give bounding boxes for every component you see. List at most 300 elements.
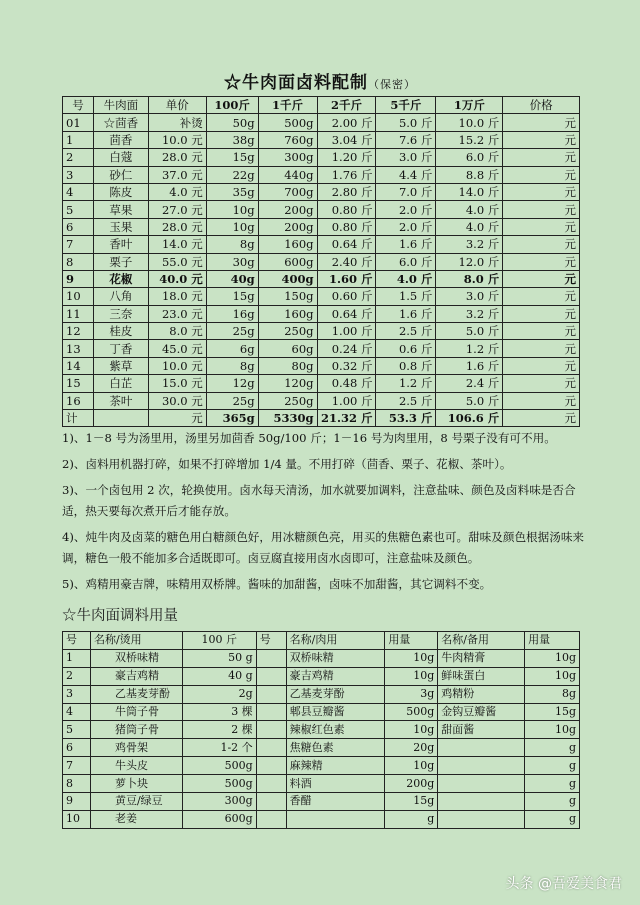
table-cell: 3.0 斤 — [376, 149, 436, 166]
table-cell: 2.80 斤 — [317, 183, 376, 200]
table-cell: 12.0 斤 — [436, 253, 503, 270]
note-paragraph: 5)、鸡精用豪吉牌，味精用双桥牌。酱味的加甜酱，卤味不加甜酱，其它调料不变。 — [62, 577, 492, 591]
table-cell: 8.8 斤 — [436, 166, 503, 183]
table-cell: 106.6 斤 — [436, 410, 503, 427]
table-cell: 2g — [182, 685, 256, 703]
table-header-row — [63, 97, 580, 114]
table-cell: 萝卜块 — [90, 775, 182, 793]
table-cell: 8 — [63, 253, 94, 270]
table-cell: 元 — [503, 149, 580, 166]
table-cell: 3g — [385, 685, 438, 703]
table-row — [63, 721, 580, 739]
table-cell: 1.6 斤 — [376, 236, 436, 253]
table-cell: 5.0 斤 — [436, 392, 503, 409]
table-cell: 郫县豆瓣酱 — [286, 703, 385, 721]
table-cell: 3.2 斤 — [436, 305, 503, 322]
table-cell: 1.60 斤 — [317, 270, 376, 287]
table-cell: 2.00 斤 — [317, 114, 376, 131]
table-row — [63, 218, 580, 235]
table-cell: 1.20 斤 — [317, 149, 376, 166]
table-row — [63, 793, 580, 811]
table-cell: 紫草 — [93, 357, 148, 374]
table-cell: 8.0 斤 — [436, 270, 503, 287]
table-cell: 15g — [385, 793, 438, 811]
table-cell — [256, 721, 286, 739]
header-cell: 牛肉面 — [93, 97, 148, 114]
table-cell: 0.80 斤 — [317, 218, 376, 235]
table-cell: 0.32 斤 — [317, 357, 376, 374]
table-cell: 3 — [63, 166, 94, 183]
table-cell: 15g — [206, 149, 258, 166]
table-cell: 豪吉鸡精 — [286, 667, 385, 685]
seasoning-table — [62, 631, 580, 829]
table-cell: 元 — [148, 410, 206, 427]
table-cell: 元 — [503, 340, 580, 357]
table-cell: 3 棵 — [182, 703, 256, 721]
table-cell: 15 — [63, 375, 94, 392]
table-cell: 乙基麦芽酚 — [286, 685, 385, 703]
table-cell: 10g — [525, 721, 580, 739]
table-cell: 760g — [258, 131, 317, 148]
table-row — [63, 375, 580, 392]
table-cell: 4.0 斤 — [436, 201, 503, 218]
table-cell: 11 — [63, 305, 94, 322]
table-cell: 10g — [385, 721, 438, 739]
table-row — [63, 649, 580, 667]
table-cell: 1-2 个 — [182, 739, 256, 757]
table-header-row — [63, 632, 580, 650]
table-cell: 10g — [206, 201, 258, 218]
table-cell: 香醋 — [286, 793, 385, 811]
header-cell: 用量 — [525, 632, 580, 650]
table-cell: g — [525, 793, 580, 811]
header-cell: 单价 — [148, 97, 206, 114]
note-paragraph: 2)、卤料用机器打碎，如果不打碎增加 1/4 量。不用打碎（茴香、栗子、花椒、茶叶）。 — [62, 457, 512, 471]
table-row — [63, 183, 580, 200]
table-cell — [438, 757, 525, 775]
table-cell: 元 — [503, 114, 580, 131]
table-cell: 3.0 斤 — [436, 288, 503, 305]
table-row — [63, 392, 580, 409]
table-cell: 5330g — [258, 410, 317, 427]
table-cell — [438, 775, 525, 793]
table-cell: 料酒 — [286, 775, 385, 793]
table-cell: 200g — [258, 218, 317, 235]
table-cell: 4.4 斤 — [376, 166, 436, 183]
table-cell: 2.5 斤 — [376, 323, 436, 340]
header-cell: 号 — [63, 632, 91, 650]
table-cell: 440g — [258, 166, 317, 183]
table-row — [63, 323, 580, 340]
table-cell: 9 — [63, 270, 94, 287]
title-text: ☆牛肉面卤料配制 — [224, 73, 368, 93]
table-row — [63, 270, 580, 287]
table-cell: 37.0 元 — [148, 166, 206, 183]
table-cell: 200g — [258, 201, 317, 218]
table-cell: 白蔻 — [93, 149, 148, 166]
table-cell — [256, 757, 286, 775]
table-cell: 500g — [182, 775, 256, 793]
table-cell: 160g — [258, 305, 317, 322]
table-cell: 10g — [525, 649, 580, 667]
table-cell: 1 — [63, 131, 94, 148]
table-cell: 元 — [503, 392, 580, 409]
table-cell: 元 — [503, 323, 580, 340]
table-cell: 6g — [206, 340, 258, 357]
table-cell: 8g — [206, 357, 258, 374]
title-note: （保密） — [368, 78, 416, 91]
table-cell: 10g — [385, 757, 438, 775]
table-cell: 4 — [63, 703, 91, 721]
table-cell: 1.2 斤 — [436, 340, 503, 357]
table-cell: 牛筒子骨 — [90, 703, 182, 721]
table-cell: 陈皮 — [93, 183, 148, 200]
table-cell: 元 — [503, 270, 580, 287]
table-cell: 55.0 元 — [148, 253, 206, 270]
table-cell: 元 — [503, 131, 580, 148]
table-cell: 8.0 元 — [148, 323, 206, 340]
table-cell: 茶叶 — [93, 392, 148, 409]
table-cell: 砂仁 — [93, 166, 148, 183]
table-cell: 500g — [385, 703, 438, 721]
table-cell: 15.2 斤 — [436, 131, 503, 148]
table-cell: 元 — [503, 201, 580, 218]
table-row — [63, 166, 580, 183]
table-row — [63, 236, 580, 253]
table-cell: 50g — [206, 114, 258, 131]
header-cell: 名称/备用 — [438, 632, 525, 650]
table-cell: 6.0 斤 — [376, 253, 436, 270]
table-row — [63, 739, 580, 757]
table-cell — [93, 410, 148, 427]
table-cell — [438, 793, 525, 811]
note-paragraph: 3)、一个卤包用 2 次，轮换使用。卤水每天清汤，加水就要加调料，注意盐味、颜色及卤料味是否合适，热天要每次煮开后才能存放。 — [62, 483, 576, 518]
table-cell: 40g — [206, 270, 258, 287]
header-cell: 1万斤 — [436, 97, 503, 114]
table-cell: 1.2 斤 — [376, 375, 436, 392]
table-cell: 鸡骨架 — [90, 739, 182, 757]
table-cell: 6.0 斤 — [436, 149, 503, 166]
table-row — [63, 114, 580, 131]
header-cell: 5千斤 — [376, 97, 436, 114]
table-cell: 4.0 斤 — [376, 270, 436, 287]
table-cell: 12g — [206, 375, 258, 392]
table-cell: 15.0 元 — [148, 375, 206, 392]
table-cell: 牛头皮 — [90, 757, 182, 775]
table-cell: 14.0 斤 — [436, 183, 503, 200]
table-row — [63, 775, 580, 793]
table-row — [63, 357, 580, 374]
table-cell — [256, 703, 286, 721]
table-cell: 0.6 斤 — [376, 340, 436, 357]
table-cell: 40 g — [182, 667, 256, 685]
table-row — [63, 131, 580, 148]
table-cell: 7.0 斤 — [376, 183, 436, 200]
table-cell: 元 — [503, 305, 580, 322]
table-cell: 元 — [503, 236, 580, 253]
table-cell: 双桥味精 — [286, 649, 385, 667]
table-cell: g — [525, 810, 580, 828]
table-cell: 老姜 — [90, 810, 182, 828]
table-cell: 1.76 斤 — [317, 166, 376, 183]
table-cell: 16g — [206, 305, 258, 322]
table-row — [63, 703, 580, 721]
table-cell: 1.6 斤 — [436, 357, 503, 374]
table-cell: 15g — [206, 288, 258, 305]
table-cell: 乙基麦芽酚 — [90, 685, 182, 703]
table-cell: 23.0 元 — [148, 305, 206, 322]
table-cell: 150g — [258, 288, 317, 305]
table-cell: 0.60 斤 — [317, 288, 376, 305]
note-paragraph: 4)、炖牛肉及卤菜的糖色用白糖颜色好，用冰糖颜色亮，用买的焦糖色素也可。甜味及颜色根据汤味来调，糖色一般不能加多合适既即可。卤豆腐直接用卤水卤即可，注意盐味及颜色。 — [62, 530, 585, 565]
table-cell: 栗子 — [93, 253, 148, 270]
table-cell: 5.0 斤 — [376, 114, 436, 131]
table-cell: 28.0 元 — [148, 218, 206, 235]
watermark: 头条 @吾爱美食君 — [505, 876, 622, 892]
table-cell: 365g — [206, 410, 258, 427]
table-cell: 补烫 — [148, 114, 206, 131]
spice-formula-table — [62, 96, 580, 427]
table-cell: 1 — [63, 649, 91, 667]
table-cell: 3.2 斤 — [436, 236, 503, 253]
table-cell — [256, 793, 286, 811]
table-cell: 豪吉鸡精 — [90, 667, 182, 685]
table-cell: 5 — [63, 201, 94, 218]
table-cell: 八角 — [93, 288, 148, 305]
table-cell: 38g — [206, 131, 258, 148]
table-cell: 白芷 — [93, 375, 148, 392]
table-cell: 1.5 斤 — [376, 288, 436, 305]
table-cell: 8g — [206, 236, 258, 253]
table-cell: 18.0 元 — [148, 288, 206, 305]
table-cell: 40.0 元 — [148, 270, 206, 287]
table-cell: 8 — [63, 775, 91, 793]
table-cell: 4.0 元 — [148, 183, 206, 200]
table-cell: 120g — [258, 375, 317, 392]
table-cell: g — [525, 739, 580, 757]
table-cell: 2 — [63, 667, 91, 685]
table-cell: 猪筒子骨 — [90, 721, 182, 739]
table-cell: 元 — [503, 253, 580, 270]
table-cell: 0.64 斤 — [317, 305, 376, 322]
table-cell — [256, 667, 286, 685]
table-cell: 2.4 斤 — [436, 375, 503, 392]
table-cell: 28.0 元 — [148, 149, 206, 166]
table-cell: 500g — [182, 757, 256, 775]
table-cell — [256, 685, 286, 703]
table-cell: 黄豆/绿豆 — [90, 793, 182, 811]
table-cell: 4 — [63, 183, 94, 200]
table-cell: 10g — [385, 649, 438, 667]
table-cell: 27.0 元 — [148, 201, 206, 218]
table-cell: 元 — [503, 166, 580, 183]
table-cell: 2.0 斤 — [376, 201, 436, 218]
table-cell: 2.0 斤 — [376, 218, 436, 235]
table-cell: 160g — [258, 236, 317, 253]
table-cell: 0.64 斤 — [317, 236, 376, 253]
table-cell: 12 — [63, 323, 94, 340]
table-cell: 14 — [63, 357, 94, 374]
table-cell: 鲜味蛋白 — [438, 667, 525, 685]
table-row — [63, 253, 580, 270]
header-cell: 100 斤 — [182, 632, 256, 650]
table-cell: 35g — [206, 183, 258, 200]
table-cell: 0.48 斤 — [317, 375, 376, 392]
table-cell — [256, 739, 286, 757]
table-cell: 16 — [63, 392, 94, 409]
table-cell: 10.0 斤 — [436, 114, 503, 131]
table-row — [63, 667, 580, 685]
table-cell: 麻辣精 — [286, 757, 385, 775]
header-cell: 价格 — [503, 97, 580, 114]
table-cell: 5 — [63, 721, 91, 739]
header-cell: 名称/肉用 — [286, 632, 385, 650]
table-cell: g — [525, 757, 580, 775]
table-cell: 3.04 斤 — [317, 131, 376, 148]
table-cell: 0.8 斤 — [376, 357, 436, 374]
table-cell: 三奈 — [93, 305, 148, 322]
table-cell: 10g — [525, 667, 580, 685]
table-cell: 鸡精粉 — [438, 685, 525, 703]
table-cell: 13 — [63, 340, 94, 357]
table-cell: 元 — [503, 375, 580, 392]
table-cell: 10.0 元 — [148, 357, 206, 374]
table-cell: 50 g — [182, 649, 256, 667]
table-cell: 14.0 元 — [148, 236, 206, 253]
header-cell: 名称/烫用 — [90, 632, 182, 650]
table-cell: 53.3 斤 — [376, 410, 436, 427]
table-cell: 200g — [385, 775, 438, 793]
table-cell: 2.5 斤 — [376, 392, 436, 409]
table-row — [63, 149, 580, 166]
table-cell: 1.6 斤 — [376, 305, 436, 322]
table-cell: 60g — [258, 340, 317, 357]
table-cell — [256, 775, 286, 793]
table-row — [63, 685, 580, 703]
table-cell: 焦糖色素 — [286, 739, 385, 757]
table-cell: 2 棵 — [182, 721, 256, 739]
table-cell: 金钩豆瓣酱 — [438, 703, 525, 721]
table-cell: 25g — [206, 323, 258, 340]
table-cell: 500g — [258, 114, 317, 131]
table-cell: 600g — [258, 253, 317, 270]
table-cell: 250g — [258, 392, 317, 409]
table-cell: 7.6 斤 — [376, 131, 436, 148]
table-cell: 桂皮 — [93, 323, 148, 340]
table-cell: 辣椒红色素 — [286, 721, 385, 739]
table-cell: 元 — [503, 410, 580, 427]
table-cell: 玉果 — [93, 218, 148, 235]
table-cell — [438, 810, 525, 828]
table-cell: 牛肉精膏 — [438, 649, 525, 667]
table-cell: 22g — [206, 166, 258, 183]
table-cell — [286, 810, 385, 828]
table-cell: 700g — [258, 183, 317, 200]
table-row — [63, 305, 580, 322]
table-cell: 1.00 斤 — [317, 392, 376, 409]
table-cell: 30.0 元 — [148, 392, 206, 409]
table-row — [63, 410, 580, 427]
table-cell: 5.0 斤 — [436, 323, 503, 340]
table-cell: 10 — [63, 810, 91, 828]
table-cell: 2.40 斤 — [317, 253, 376, 270]
table-cell: 300g — [182, 793, 256, 811]
table-cell: 25g — [206, 392, 258, 409]
table-cell: 10.0 元 — [148, 131, 206, 148]
table-cell: 双桥味精 — [90, 649, 182, 667]
table-cell: 元 — [503, 183, 580, 200]
table-cell: 甜面酱 — [438, 721, 525, 739]
table-cell: g — [385, 810, 438, 828]
table-cell: 花椒 — [93, 270, 148, 287]
table-cell: 元 — [503, 218, 580, 235]
table-cell: 0.80 斤 — [317, 201, 376, 218]
header-cell: 100斤 — [206, 97, 258, 114]
table-cell: 30g — [206, 253, 258, 270]
table-row — [63, 288, 580, 305]
table-cell: 01 — [63, 114, 94, 131]
table-cell: 400g — [258, 270, 317, 287]
table-cell: 元 — [503, 288, 580, 305]
header-cell: 1千斤 — [258, 97, 317, 114]
table-cell: g — [525, 775, 580, 793]
header-cell: 2千斤 — [317, 97, 376, 114]
section-title: ☆牛肉面调料用量 — [62, 608, 178, 624]
table-cell — [438, 739, 525, 757]
table-cell: 45.0 元 — [148, 340, 206, 357]
table-row — [63, 201, 580, 218]
table-cell: 250g — [258, 323, 317, 340]
table-cell: 茴香 — [93, 131, 148, 148]
table-cell: 香叶 — [93, 236, 148, 253]
table-cell: 20g — [385, 739, 438, 757]
table-cell: 21.32 斤 — [317, 410, 376, 427]
table-row — [63, 340, 580, 357]
table-cell: 8g — [525, 685, 580, 703]
header-cell: 号 — [256, 632, 286, 650]
header-cell: 用量 — [385, 632, 438, 650]
header-cell: 号 — [63, 97, 94, 114]
table-cell: 300g — [258, 149, 317, 166]
table-cell: 10 — [63, 288, 94, 305]
table-cell: 元 — [503, 357, 580, 374]
table-cell: 7 — [63, 757, 91, 775]
table-cell: 丁香 — [93, 340, 148, 357]
table-cell: 4.0 斤 — [436, 218, 503, 235]
table-cell: 1.00 斤 — [317, 323, 376, 340]
table-cell: 9 — [63, 793, 91, 811]
table-cell: 3 — [63, 685, 91, 703]
table-cell: 草果 — [93, 201, 148, 218]
table-cell — [256, 649, 286, 667]
table-cell — [256, 810, 286, 828]
table-cell: 15g — [525, 703, 580, 721]
table-cell: 7 — [63, 236, 94, 253]
table-cell: 2 — [63, 149, 94, 166]
table-cell: 10g — [385, 667, 438, 685]
table-cell: 0.24 斤 — [317, 340, 376, 357]
table-cell: 10g — [206, 218, 258, 235]
table-row — [63, 757, 580, 775]
table-cell: 6 — [63, 739, 91, 757]
table-cell: 计 — [63, 410, 94, 427]
table-cell: 600g — [182, 810, 256, 828]
note-paragraph: 1)、1－8 号为汤里用，汤里另加茴香 50g/100 斤；1－16 号为肉里用，8 号栗子没有可不用。 — [62, 431, 556, 445]
notes-section — [62, 428, 587, 600]
page-title — [0, 68, 640, 93]
table-row — [63, 810, 580, 828]
table-cell: 80g — [258, 357, 317, 374]
